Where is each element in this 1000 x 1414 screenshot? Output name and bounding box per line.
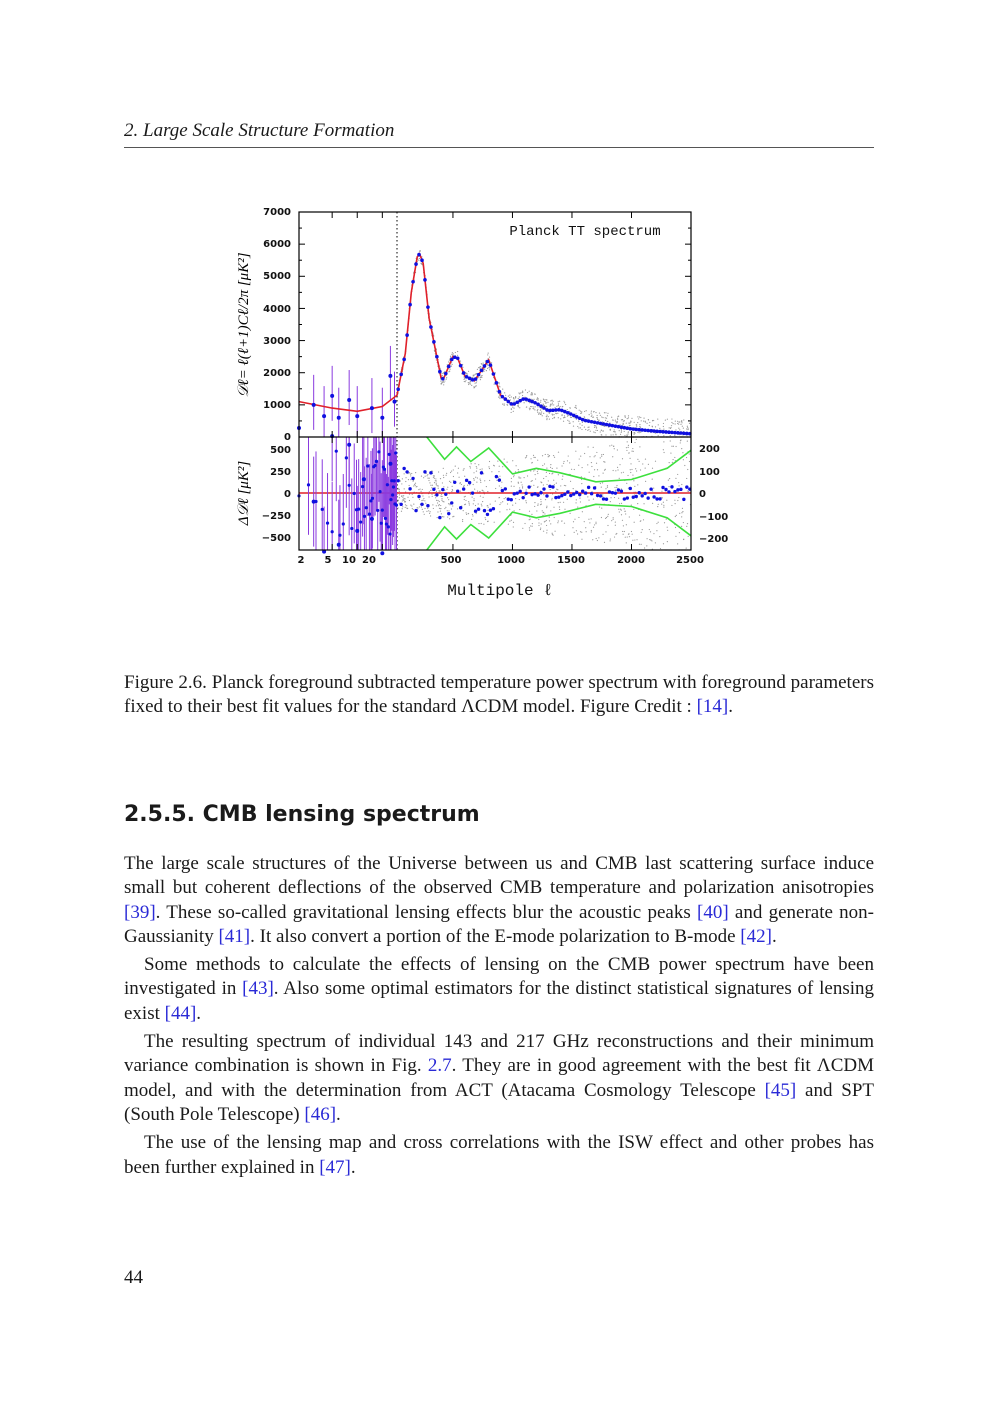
error-bars <box>299 346 397 550</box>
planck-tt-chart <box>0 195 1000 615</box>
svg-text:2: 2 <box>297 555 305 566</box>
citation-link[interactable]: [42] <box>740 925 772 947</box>
citation-link[interactable]: [39] <box>124 901 156 923</box>
svg-text:200: 200 <box>699 444 720 455</box>
y-axis-bottom-labels <box>262 445 291 544</box>
svg-text:5000: 5000 <box>263 271 291 282</box>
y-axis-top-title: 𝒟ℓ= ℓ(ℓ+1)Cℓ/2π [μK²] <box>236 252 252 398</box>
svg-text:10: 10 <box>342 555 356 566</box>
x-axis-labels <box>298 555 704 566</box>
citation-link[interactable]: [44] <box>164 1002 197 1024</box>
svg-text:2500: 2500 <box>676 555 704 566</box>
cosmic-variance-lower <box>427 504 691 550</box>
citation-link[interactable]: [46] <box>304 1103 337 1125</box>
page-number: 44 <box>124 1267 143 1288</box>
citation-link[interactable]: [45] <box>764 1079 797 1101</box>
header-rule <box>124 147 874 148</box>
svg-text:1000: 1000 <box>263 400 291 411</box>
citation-link[interactable]: [41] <box>218 925 251 947</box>
svg-text:−250: −250 <box>261 511 291 522</box>
svg-text:1500: 1500 <box>557 555 585 566</box>
data-points <box>297 253 692 556</box>
svg-text:1000: 1000 <box>497 555 525 566</box>
citation-link[interactable]: [40] <box>697 901 729 923</box>
paragraph-2: Some methods to calculate the effects of lensing on the CMB power spectrum have been investigated in [43]. Also some optimal estimators for the distinct statistical signatures of lensing exist [44]. <box>124 954 874 1024</box>
svg-text:100: 100 <box>699 467 720 478</box>
figure-planck-tt <box>0 195 1000 615</box>
paragraph-3: The resulting spectrum of individual 143 and 217 GHz reconstructions and their minimum variance combination is shown in Fig. 2.7. They are in good agreement with the best fit ΛCDM model, and with the determination from ACT (Atacama Cosmology Telescope [45] and SPT (South Pole Telescope) [46]. <box>124 1031 874 1125</box>
svg-text:6000: 6000 <box>263 239 291 250</box>
svg-text:7000: 7000 <box>263 207 291 218</box>
running-header: 2. Large Scale Structure Formation <box>124 120 395 141</box>
svg-text:0: 0 <box>284 489 291 500</box>
y-axis-top-labels <box>263 207 291 443</box>
svg-text:0: 0 <box>284 432 291 443</box>
cosmic-variance-upper <box>427 437 691 482</box>
svg-text:5: 5 <box>324 555 332 566</box>
citation-link[interactable]: 2.7 <box>427 1055 452 1077</box>
citation-link[interactable]: [14] <box>696 696 729 717</box>
figure-caption: Figure 2.6. Planck foreground subtracted temperature power spectrum with foreground parameters fixed to their best fit values for the standard ΛCDM model. Figure Credit : [14]. <box>124 672 874 717</box>
y-axis-bottom-title: Δ𝒟ℓ [μK²] <box>236 460 252 526</box>
section-heading: 2.5.5. CMB lensing spectrum <box>124 802 480 827</box>
svg-text:4000: 4000 <box>263 304 291 315</box>
lcdm-model-curve <box>299 254 691 434</box>
svg-text:250: 250 <box>270 467 291 478</box>
svg-text:2000: 2000 <box>617 555 645 566</box>
svg-text:20: 20 <box>362 555 376 566</box>
y-axis-right-labels <box>699 444 728 545</box>
paragraph-4: The use of the lensing map and cross correlations with the ISW effect and other probes has been further explained in [47]. <box>124 1132 874 1178</box>
paragraph-1: The large scale structures of the Universe between us and CMB last scattering surface induce small but coherent deflections of the observed CMB temperature and polarization anisotropies [39]. These so-called gravitational lensing effects blur the acoustic peaks [40] and generate non-Gaussianity [41]. It also convert a portion of the E-mode polarization to B-mode [42]. <box>124 853 874 947</box>
svg-text:0: 0 <box>699 489 706 500</box>
svg-text:−100: −100 <box>699 512 729 523</box>
svg-text:−500: −500 <box>261 533 291 544</box>
citation-link[interactable]: [43] <box>242 978 274 1000</box>
section-body <box>124 852 874 1184</box>
svg-text:2000: 2000 <box>263 368 291 379</box>
svg-text:3000: 3000 <box>263 336 291 347</box>
x-axis-title: Multipole ℓ <box>447 582 553 600</box>
citation-link[interactable]: [47] <box>319 1156 351 1178</box>
svg-text:−200: −200 <box>699 534 729 545</box>
svg-text:500: 500 <box>440 555 462 566</box>
svg-text:500: 500 <box>270 445 291 456</box>
panel-label: Planck TT spectrum <box>509 224 661 240</box>
